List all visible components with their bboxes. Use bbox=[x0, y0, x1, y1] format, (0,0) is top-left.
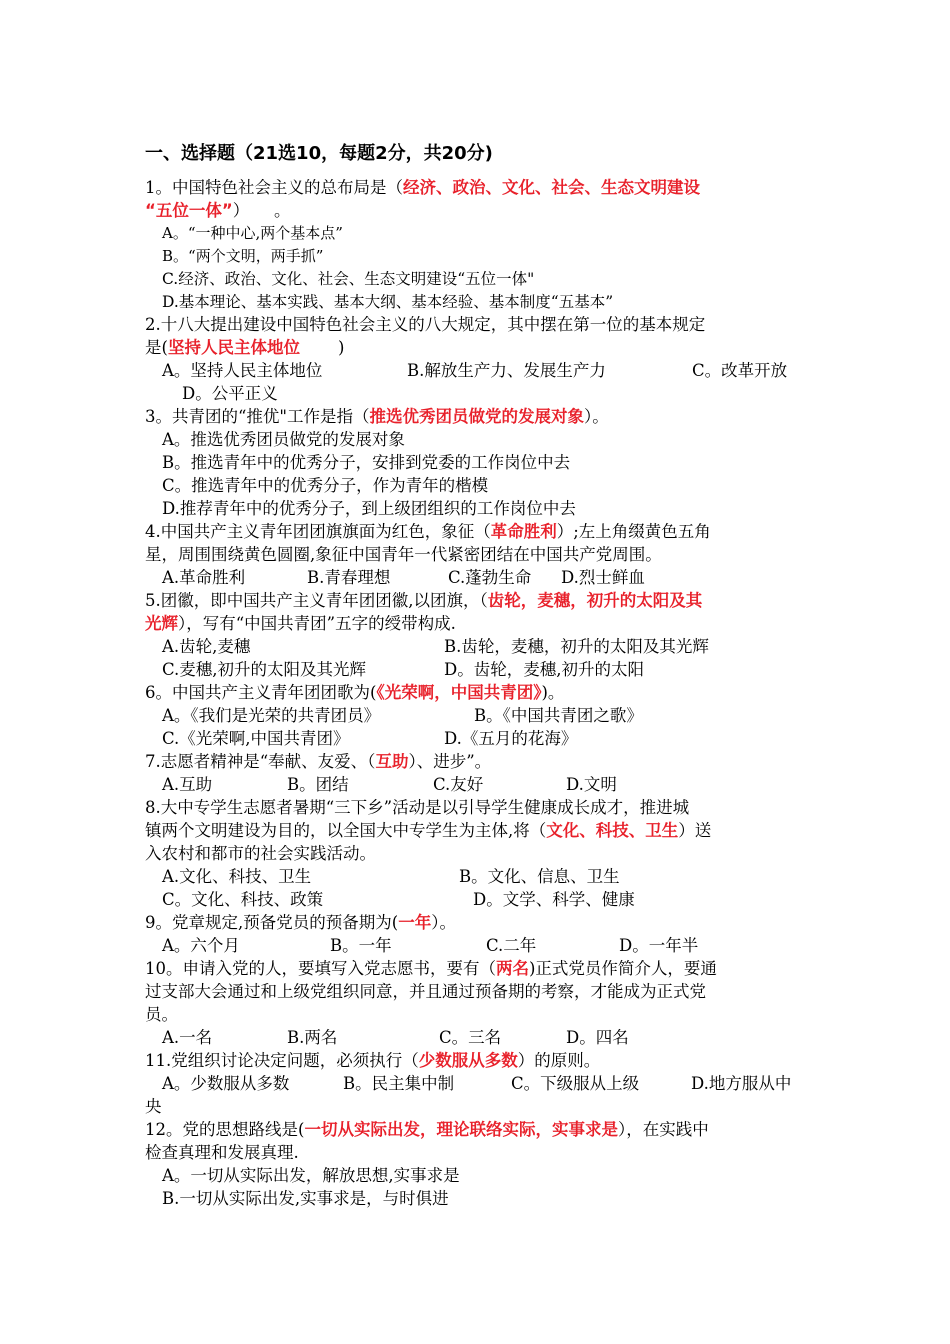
q9-option-c: C.二年 bbox=[486, 936, 537, 955]
q6-stem: 6。中国共产主义青年团团歌为(《光荣啊，中国共青团》)。 bbox=[145, 683, 565, 702]
q6-option-b: B。《中国共青团之歌》 bbox=[474, 706, 643, 725]
q4-stem-line1: 4.中国共产主义青年团团旗旗面为红色，象征（革命胜利）;左上角缀黄色五角 bbox=[145, 522, 711, 541]
q10-stem-line3: 员。 bbox=[145, 1005, 178, 1024]
q12-stem-line2: 检查真理和发展真理. bbox=[145, 1143, 299, 1162]
q3-option-a: A。推选优秀团员做党的发展对象 bbox=[162, 430, 405, 449]
q5-answer: 齿轮，麦穗，初升的太阳及其 bbox=[487, 591, 703, 610]
q3-option-b: B。推选青年中的优秀分子，安排到党委的工作岗位中去 bbox=[162, 453, 571, 472]
q1-answer: 经济、政治、文化、社会、生态文明建设 bbox=[403, 178, 700, 197]
q8-answer: 文化、科技、卫生 bbox=[546, 821, 679, 840]
q7-option-c: C.友好 bbox=[433, 775, 484, 794]
q4-stem-line2: 星，周围围绕黄色圆圈,象征中国青年一代紧密团结在中国共产党周围。 bbox=[145, 545, 662, 564]
q8-stem-line3: 入农村和都市的社会实践活动。 bbox=[145, 844, 376, 863]
q2-option-a: A。坚持人民主体地位 bbox=[162, 361, 323, 380]
q4-option-a: A.革命胜利 bbox=[162, 568, 246, 587]
q2-answer: 坚持人民主体地位 bbox=[167, 338, 300, 357]
q5-answer-cont: 光辉 bbox=[145, 614, 178, 633]
q1-stem-line2: “五位一体”） 。 bbox=[145, 201, 291, 220]
q7-option-b: B。团结 bbox=[287, 775, 349, 794]
q6-option-d: D.《五月的花海》 bbox=[444, 729, 578, 748]
q5-option-d: D。齿轮，麦穗,初升的太阳 bbox=[444, 660, 644, 679]
q6-answer: 《光荣啊，中国共青团》 bbox=[376, 683, 542, 702]
q8-option-d: D。文学、科学、健康 bbox=[473, 890, 635, 909]
q2-stem-line2: 是(坚持人民主体地位 ) bbox=[145, 338, 345, 357]
q5-option-c: C.麦穗,初升的太阳及其光辉 bbox=[162, 660, 367, 679]
q4-answer: 革命胜利 bbox=[490, 522, 557, 541]
q9-option-a: A。六个月 bbox=[162, 936, 240, 955]
section-heading: 一、选择题（21选10，每题2分，共20分) bbox=[145, 143, 493, 164]
q3-answer: 推选优秀团员做党的发展对象 bbox=[369, 407, 585, 426]
q12-option-b: B.一切从实际出发,实事求是，与时俱进 bbox=[162, 1189, 449, 1208]
q2-option-c: C。改革开放 bbox=[692, 361, 788, 380]
q9-stem: 9。党章规定,预备党员的预备期为(一年）。 bbox=[145, 913, 456, 932]
q6-option-c: C.《光荣啊,中国共青团》 bbox=[162, 729, 350, 748]
q2-option-d: D。公平正义 bbox=[182, 384, 278, 403]
q11-stem: 11.党组织讨论决定问题，必须执行（少数服从多数）的原则。 bbox=[145, 1051, 601, 1070]
q5-option-a: A.齿轮,麦穗 bbox=[162, 637, 251, 656]
q11-option-c: C。下级服从上级 bbox=[511, 1074, 640, 1093]
q4-option-b: B.青春理想 bbox=[307, 568, 391, 587]
q7-stem: 7.志愿者精神是“奉献、友爱、（互助）、进步”。 bbox=[145, 752, 492, 771]
q8-option-a: A.文化、科技、卫生 bbox=[162, 867, 312, 886]
q3-option-c: C。推选青年中的优秀分子，作为青年的楷模 bbox=[162, 476, 489, 495]
q8-stem-line1: 8.大中专学生志愿者暑期“三下乡”活动是以引导学生健康成长成才，推进城 bbox=[145, 798, 690, 817]
q12-stem-line1: 12。党的思想路线是(一切从实际出发，理论联络实际，实事求是），在实践中 bbox=[145, 1120, 709, 1139]
q1-answer-cont: “五位一体” bbox=[145, 201, 233, 220]
q11-option-a: A。少数服从多数 bbox=[162, 1074, 290, 1093]
q3-option-d: D.推荐青年中的优秀分子，到上级团组织的工作岗位中去 bbox=[162, 499, 576, 518]
q10-stem-line1: 10。申请入党的人，要填写入党志愿书，要有（两名)正式党员作简介人，要通 bbox=[145, 959, 717, 978]
q7-option-d: D.文明 bbox=[566, 775, 617, 794]
q8-option-b: B。文化、信息、卫生 bbox=[459, 867, 620, 886]
q9-option-b: B。一年 bbox=[330, 936, 392, 955]
q10-option-c: C。三名 bbox=[439, 1028, 502, 1047]
q8-stem-line2: 镇两个文明建设为目的，以全国大中专学生为主体,将（文化、科技、卫生）送 bbox=[145, 821, 712, 840]
q6-option-a: A。《我们是光荣的共青团员》 bbox=[162, 706, 381, 725]
q12-answer: 一切从实际出发，理论联络实际，实事求是 bbox=[304, 1120, 618, 1139]
q4-option-d: D.烈士鲜血 bbox=[561, 568, 645, 587]
q2-stem-line1: 2.十八大提出建设中国特色社会主义的八大规定，其中摆在第一位的基本规定 bbox=[145, 315, 706, 334]
q10-option-b: B.两名 bbox=[287, 1028, 338, 1047]
q7-option-a: A.互助 bbox=[162, 775, 213, 794]
q5-stem-line2: 光辉），写有“中国共青团”五字的绶带构成. bbox=[145, 614, 456, 633]
q1-stem-line1: 1。中国特色社会主义的总布局是（经济、政治、文化、社会、生态文明建设 bbox=[145, 178, 700, 197]
q11-option-d-cont: 央 bbox=[145, 1097, 162, 1116]
q1-option-b: B。“两个文明，两手抓” bbox=[162, 247, 324, 265]
q4-option-c: C.蓬勃生命 bbox=[448, 568, 532, 587]
q11-option-b: B。民主集中制 bbox=[343, 1074, 455, 1093]
q12-option-a: A。一切从实际出发，解放思想,实事求是 bbox=[162, 1166, 460, 1185]
q10-answer: 两名 bbox=[496, 959, 529, 978]
q8-option-c: C。文化、科技、政策 bbox=[162, 890, 324, 909]
q3-stem: 3。共青团的“推优"工作是指（推选优秀团员做党的发展对象）。 bbox=[145, 407, 609, 426]
q9-answer: 一年 bbox=[398, 913, 432, 932]
q5-option-b: B.齿轮，麦穗，初升的太阳及其光辉 bbox=[444, 637, 709, 656]
q10-option-d: D。四名 bbox=[566, 1028, 629, 1047]
q10-option-a: A.一名 bbox=[162, 1028, 213, 1047]
q11-answer: 少数服从多数 bbox=[418, 1051, 518, 1070]
q9-option-d: D。一年半 bbox=[619, 936, 699, 955]
q7-answer: 互助 bbox=[375, 752, 409, 771]
q1-option-d: D.基本理论、基本实践、基本大纲、基本经验、基本制度“五基本” bbox=[162, 293, 614, 311]
q5-stem-line1: 5.团徽，即中国共产主义青年团团徽,以团旗，（齿轮，麦穗，初升的太阳及其 bbox=[145, 591, 703, 610]
q1-option-a: A。“一种中心,两个基本点” bbox=[162, 224, 343, 242]
q1-option-c: C.经济、政治、文化、社会、生态文明建设“五位一体" bbox=[162, 270, 535, 288]
q2-option-b: B.解放生产力、发展生产力 bbox=[407, 361, 606, 380]
q11-option-d: D.地方服从中 bbox=[691, 1074, 792, 1093]
q10-stem-line2: 过支部大会通过和上级党组织同意，并且通过预备期的考察，才能成为正式党 bbox=[145, 982, 706, 1001]
